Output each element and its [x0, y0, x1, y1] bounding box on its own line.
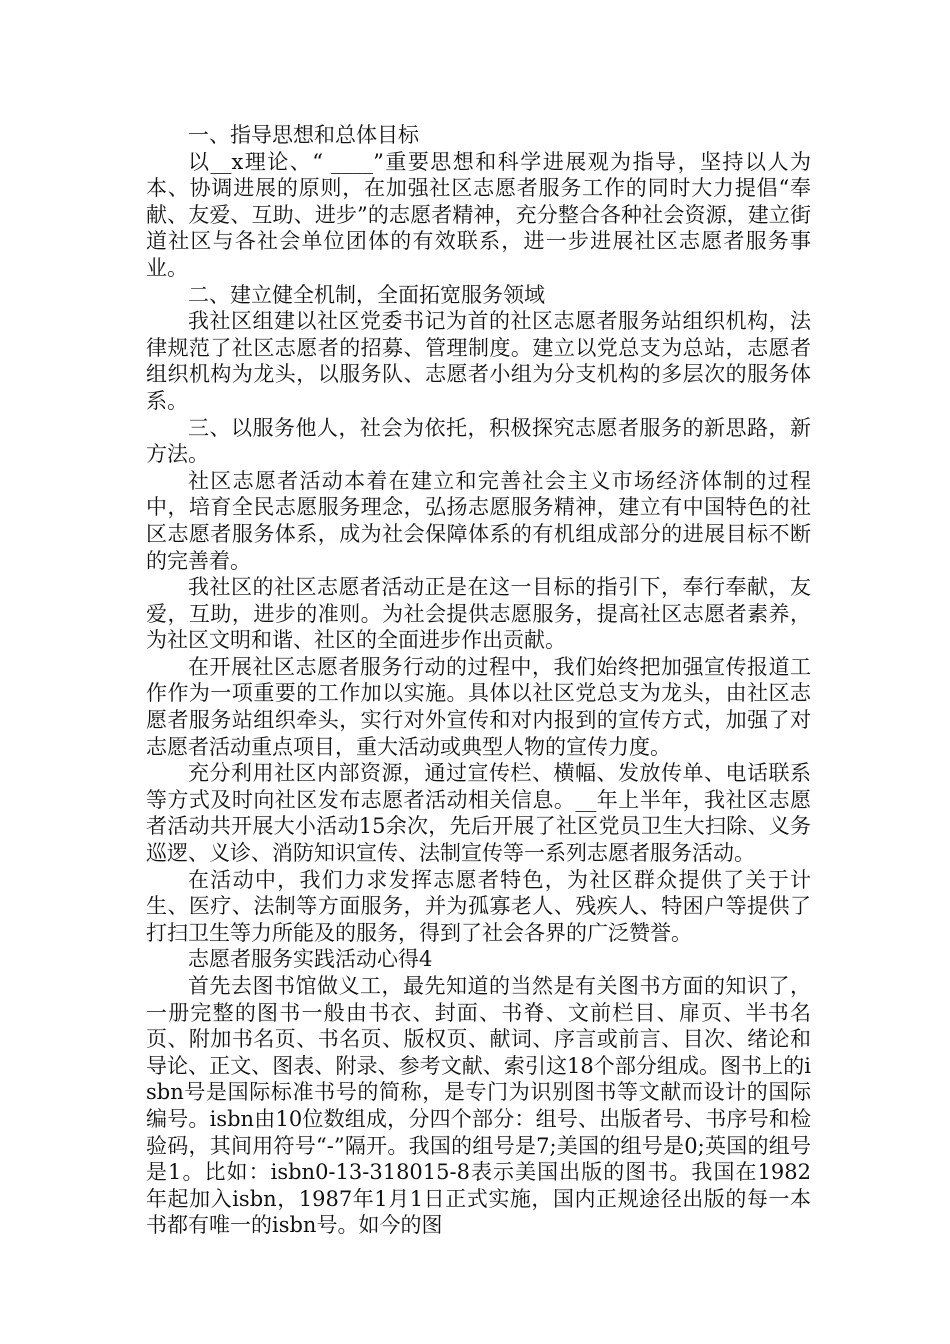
section-heading-3: 三、以服务他人，社会为依托，积极探究志愿者服务的新思路，新方法。 — [146, 415, 811, 467]
body-paragraph: 以__x理论、“ ____”重要思想和科学进展观为指导，坚持以人为本、协调进展的原则，在加强社区志愿者服务工作的同时大力提倡“奉献、友爱、互助、进步”的志愿者精神，充分整合各种社会资源，建立街道社区与各社会单位团体的有效联系，进一步进展社区志愿者服务事业。 — [146, 149, 811, 280]
body-paragraph: 我社区的社区志愿者活动正是在这一目标的指引下，奉行奉献，友爱，互助，进步的准则。为社会提供志愿服务，提高社区志愿者素养，为社区文明和谐、社区的全面进步作出贡献。 — [146, 575, 811, 653]
body-paragraph: 我社区组建以社区党委书记为首的社区志愿者服务站组织机构，法律规范了社区志愿者的招募、管理制度。建立以党总支为总站，志愿者组织机构为龙头，以服务队、志愿者小组为分支机构的多层次的服务体系。 — [146, 309, 811, 413]
body-paragraph: 社区志愿者活动本着在建立和完善社会主义市场经济体制的过程中，培育全民志愿服务理念，弘扬志愿服务精神，建立有中国特色的社区志愿者服务体系，成为社会保障体系的有机组成部分的进展目标不断的完善着。 — [146, 468, 811, 573]
body-paragraph: 充分利用社区内部资源，通过宣传栏、横幅、发放传单、电话联系等方式及时向社区发布志愿者活动相关信息。__年上半年，我社区志愿者活动共开展大小活动15余次，先后开展了社区党员卫生大扫除、义务巡逻、义诊、消防知识宣传、法制宣传等一系列志愿者服务活动。 — [146, 761, 811, 866]
document-body — [146, 122, 811, 1239]
section-heading-2: 二、建立健全机制，全面拓宽服务领域 — [188, 282, 545, 307]
article-title: 志愿者服务实践活动心得4 — [188, 947, 433, 972]
section-heading-1: 一、指导思想和总体目标 — [188, 123, 419, 147]
body-paragraph: 首先去图书馆做义工，最先知道的当然是有关图书方面的知识了，一册完整的图书一般由书衣、封面、书脊、文前栏目、扉页、半书名页、附加书名页、书名页、版权页、献词、序言或前言、目次、绪论和导论、正文、图表、附录、参考文献、索引这18个部分组成。图书上的isbn号是国际标准书号的简称，是专门为识别图书等文献而设计的国际编号。isbn由10位数组成，分四个部分：组号、出版者号、书序号和检验码，其间用符号“-”隔开。我国的组号是7;美国的组号是0;英国的组号是1。比如：isbn0-13-318015-8表示美国出版的图书。我国在1982年起加入isbn，1987年1月1日正式实施，国内正规途径出版的每一本书都有唯一的isbn号。如今的图 — [146, 974, 811, 1238]
body-paragraph: 在活动中，我们力求发挥志愿者特色，为社区群众提供了关于计生、医疗、法制等方面服务，并为孤寡老人、残疾人、特困户等提供了打扫卫生等力所能及的服务，得到了社会各界的广泛赞誉。 — [146, 867, 811, 945]
body-paragraph: 在开展社区志愿者服务行动的过程中，我们始终把加强宣传报道工作作为一项重要的工作加以实施。具体以社区党总支为龙头，由社区志愿者服务站组织牵头，实行对外宣传和对内报到的宣传方式，加强了对志愿者活动重点项目，重大活动或典型人物的宣传力度。 — [146, 654, 811, 759]
